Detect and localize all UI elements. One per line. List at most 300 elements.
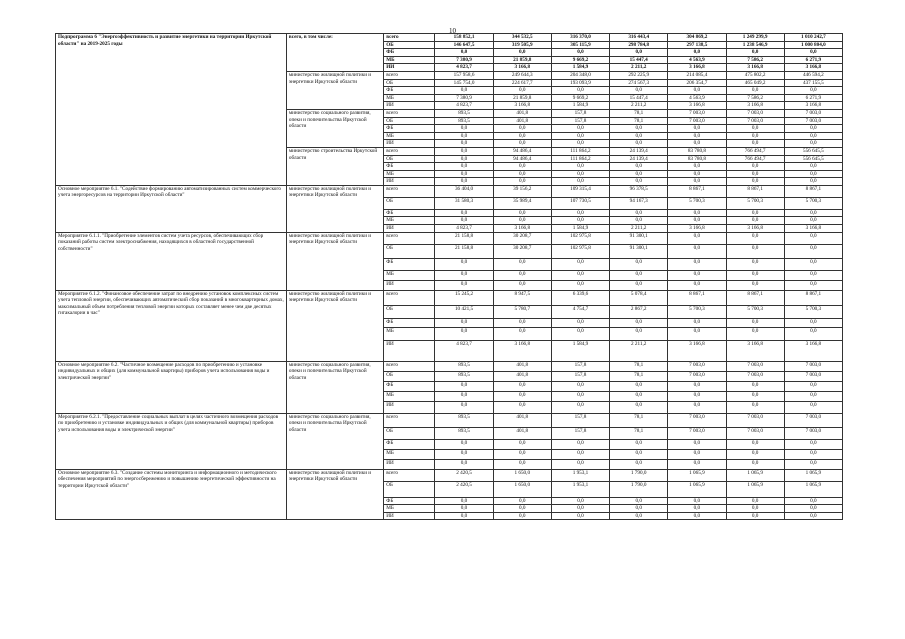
amount-cell: 401,8	[493, 109, 551, 117]
amount-cell: 1 010 242,7	[784, 34, 842, 42]
amount-cell: 157,8	[551, 361, 609, 371]
amount-cell: 8 867,1	[784, 290, 842, 305]
funding-source: МБ	[384, 217, 435, 225]
amount-cell: 0,0	[784, 140, 842, 148]
funding-source: ОБ	[384, 117, 435, 125]
amount-cell: 0,0	[784, 258, 842, 270]
amount-cell: 0,0	[610, 87, 668, 95]
funding-source: ИИ	[384, 140, 435, 148]
amount-cell: 0,0	[610, 391, 668, 401]
amount-cell: 94 486,4	[493, 147, 551, 155]
amount-cell: 8 867,1	[668, 290, 726, 305]
amount-cell: 83 780,8	[668, 147, 726, 155]
amount-cell: 0,0	[784, 232, 842, 244]
amount-cell: 0,0	[435, 49, 493, 57]
funding-source: МБ	[384, 327, 435, 340]
amount-cell: 0,0	[493, 258, 551, 270]
amount-cell: 0,0	[668, 140, 726, 148]
funding-source: всего	[384, 469, 435, 481]
amount-cell: 0,0	[726, 170, 784, 178]
amount-cell: 8 867,1	[668, 185, 726, 197]
funding-source: ИИ	[384, 401, 435, 413]
amount-cell: 3 166,8	[784, 340, 842, 361]
measure-title: Мероприятие 6.2.1. "Предоставление социальных выплат в целях частичного возмещения расходов по приобретению и установке индивидуальных и общих (для коммунальной квартиры) приборов учета использования воды и электрической энергии"	[56, 413, 287, 469]
amount-cell: 0,0	[610, 318, 668, 327]
funding-source: ОБ	[384, 371, 435, 381]
amount-cell: 0,0	[668, 280, 726, 290]
amount-cell: 0,0	[668, 505, 726, 513]
amount-cell: 0,0	[551, 391, 609, 401]
amount-cell: 7 003,0	[784, 371, 842, 381]
amount-cell: 8 947,5	[493, 290, 551, 305]
amount-cell: 0,0	[668, 439, 726, 449]
funding-source: МБ	[384, 132, 435, 140]
amount-cell: 6 339,6	[551, 290, 609, 305]
amount-cell: 1 065,9	[784, 469, 842, 481]
amount-cell: 0,0	[726, 209, 784, 217]
amount-cell: 9 669,2	[551, 56, 609, 64]
amount-cell: 157 958,6	[435, 71, 493, 79]
amount-cell: 193 093,9	[551, 79, 609, 87]
funding-source: ФБ	[384, 439, 435, 449]
amount-cell: 7 003,0	[726, 371, 784, 381]
table-row	[56, 290, 843, 305]
amount-cell: 7 003,0	[784, 109, 842, 117]
amount-cell: 0,0	[668, 449, 726, 459]
amount-cell: 0,0	[435, 217, 493, 225]
amount-cell: 3 166,8	[668, 102, 726, 110]
amount-cell: 7 380,9	[435, 56, 493, 64]
funding-source: ОБ	[384, 41, 435, 49]
funding-source: ФБ	[384, 381, 435, 391]
amount-cell: 157,8	[551, 413, 609, 427]
amount-cell: 30 208,7	[493, 244, 551, 258]
amount-cell: 0,0	[610, 258, 668, 270]
amount-cell: 0,0	[726, 232, 784, 244]
amount-cell: 292 225,9	[610, 71, 668, 79]
amount-cell: 0,0	[551, 497, 609, 505]
funding-source: ФБ	[384, 497, 435, 505]
amount-cell: 0,0	[493, 449, 551, 459]
amount-cell: 0,0	[784, 270, 842, 280]
amount-cell: 0,0	[551, 209, 609, 217]
responsible-executor: всего, в том числе:	[286, 34, 383, 72]
amount-cell: 446 594,2	[784, 71, 842, 79]
amount-cell: 0,0	[493, 280, 551, 290]
amount-cell: 0,0	[551, 505, 609, 513]
funding-source: ОБ	[384, 79, 435, 87]
funding-source: ИИ	[384, 178, 435, 186]
amount-cell: 7 003,0	[668, 361, 726, 371]
amount-cell: 274 567,3	[610, 79, 668, 87]
amount-cell: 0,0	[668, 125, 726, 133]
amount-cell: 0,0	[610, 132, 668, 140]
funding-source: ИИ	[384, 64, 435, 72]
funding-source: всего	[384, 185, 435, 197]
amount-cell: 0,0	[726, 459, 784, 469]
amount-cell: 0,0	[668, 244, 726, 258]
amount-cell: 1 584,9	[551, 340, 609, 361]
amount-cell: 1 584,9	[551, 225, 609, 233]
amount-cell: 24 139,4	[610, 147, 668, 155]
funding-source: ОБ	[384, 427, 435, 439]
responsible-executor: министерство жилищной политики и энергетики Иркутской области	[286, 185, 383, 232]
amount-cell: 1 065,9	[726, 469, 784, 481]
amount-cell: 0,0	[726, 439, 784, 449]
amount-cell: 0,0	[610, 505, 668, 513]
amount-cell: 0,0	[668, 497, 726, 505]
amount-cell: 1 065,9	[726, 481, 784, 497]
amount-cell: 1 953,1	[551, 469, 609, 481]
funding-source: всего	[384, 232, 435, 244]
funding-source: ОБ	[384, 197, 435, 209]
amount-cell: 0,0	[551, 401, 609, 413]
amount-cell: 157,8	[551, 109, 609, 117]
page-number: 10	[449, 27, 456, 35]
amount-cell: 893,5	[435, 427, 493, 439]
amount-cell: 0,0	[668, 178, 726, 186]
amount-cell: 204 348,0	[551, 71, 609, 79]
amount-cell: 78,1	[610, 371, 668, 381]
amount-cell: 0,0	[493, 391, 551, 401]
amount-cell: 7 003,0	[784, 117, 842, 125]
amount-cell: 0,0	[435, 209, 493, 217]
amount-cell: 319 505,9	[493, 41, 551, 49]
funding-source: МБ	[384, 270, 435, 280]
amount-cell: 465 049,2	[726, 79, 784, 87]
amount-cell: 5 700,3	[668, 305, 726, 318]
amount-cell: 0,0	[551, 318, 609, 327]
funding-source: ФБ	[384, 125, 435, 133]
amount-cell: 0,0	[551, 327, 609, 340]
amount-cell: 7 003,0	[784, 427, 842, 439]
amount-cell: 15 447,4	[610, 56, 668, 64]
funding-source: ФБ	[384, 163, 435, 171]
amount-cell: 0,0	[668, 232, 726, 244]
amount-cell: 0,0	[668, 170, 726, 178]
amount-cell: 0,0	[610, 270, 668, 280]
amount-cell: 21 158,8	[435, 232, 493, 244]
responsible-executor: министерство жилищной политики и энергетики Иркутской области	[286, 290, 383, 361]
amount-cell: 0,0	[610, 209, 668, 217]
amount-cell: 157,8	[551, 117, 609, 125]
amount-cell: 0,0	[610, 459, 668, 469]
amount-cell: 0,0	[610, 381, 668, 391]
amount-cell: 0,0	[551, 258, 609, 270]
amount-cell: 0,0	[551, 178, 609, 186]
funding-source: всего	[384, 109, 435, 117]
amount-cell: 893,5	[435, 361, 493, 371]
amount-cell: 401,8	[493, 413, 551, 427]
funding-table	[55, 33, 843, 520]
amount-cell: 94 167,3	[610, 197, 668, 209]
amount-cell: 0,0	[784, 132, 842, 140]
funding-source: ФБ	[384, 209, 435, 217]
amount-cell: 1 000 804,0	[784, 41, 842, 49]
amount-cell: 7 003,0	[726, 109, 784, 117]
amount-cell: 0,0	[493, 87, 551, 95]
amount-cell: 158 852,1	[435, 34, 493, 42]
amount-cell: 0,0	[784, 280, 842, 290]
amount-cell: 401,8	[493, 371, 551, 381]
amount-cell: 5 700,3	[668, 197, 726, 209]
funding-source: ИИ	[384, 102, 435, 110]
amount-cell: 0,0	[493, 209, 551, 217]
amount-cell: 21 158,8	[435, 244, 493, 258]
amount-cell: 401,8	[493, 361, 551, 371]
amount-cell: 0,0	[668, 318, 726, 327]
amount-cell: 30 208,7	[493, 232, 551, 244]
amount-cell: 3 166,8	[668, 64, 726, 72]
amount-cell: 9 669,2	[551, 94, 609, 102]
amount-cell: 0,0	[435, 87, 493, 95]
amount-cell: 0,0	[551, 459, 609, 469]
table-row	[56, 185, 843, 197]
amount-cell: 344 532,5	[493, 34, 551, 42]
amount-cell: 6 271,9	[784, 94, 842, 102]
amount-cell: 3 166,8	[668, 225, 726, 233]
amount-cell: 3 166,8	[784, 64, 842, 72]
amount-cell: 0,0	[551, 280, 609, 290]
amount-cell: 1 238 546,9	[726, 41, 784, 49]
amount-cell: 1 790,0	[610, 469, 668, 481]
amount-cell: 0,0	[610, 217, 668, 225]
amount-cell: 0,0	[610, 140, 668, 148]
funding-source: МБ	[384, 505, 435, 513]
amount-cell: 0,0	[784, 381, 842, 391]
funding-source: МБ	[384, 449, 435, 459]
amount-cell: 766 494,7	[726, 155, 784, 163]
amount-cell: 0,0	[551, 270, 609, 280]
amount-cell: 96 378,5	[610, 185, 668, 197]
amount-cell: 7 003,0	[726, 361, 784, 371]
funding-source: всего	[384, 361, 435, 371]
amount-cell: 78,1	[610, 109, 668, 117]
amount-cell: 35 989,4	[493, 197, 551, 209]
funding-source: всего	[384, 147, 435, 155]
measure-title: Мероприятие 6.1.1. "Приобретение элементов систем учета ресурсов, обеспечивающих сбор показаний работы систем электроснабжения, находящихся в областной государственной собственности"	[56, 232, 287, 290]
funding-source: всего	[384, 34, 435, 42]
amount-cell: 0,0	[610, 497, 668, 505]
responsible-executor: министерство социального развития, опеки и попечительства Иркутской области	[286, 109, 383, 147]
amount-cell: 0,0	[784, 49, 842, 57]
amount-cell: 0,0	[435, 391, 493, 401]
amount-cell: 0,0	[610, 449, 668, 459]
amount-cell: 0,0	[726, 163, 784, 171]
amount-cell: 0,0	[726, 327, 784, 340]
funding-source: МБ	[384, 391, 435, 401]
responsible-executor: министерство жилищной политики и энергетики Иркутской области	[286, 232, 383, 290]
table-row	[56, 361, 843, 371]
amount-cell: 10 421,5	[435, 305, 493, 318]
amount-cell: 0,0	[435, 439, 493, 449]
amount-cell: 0,0	[784, 318, 842, 327]
funding-source: ИИ	[384, 340, 435, 361]
amount-cell: 0,0	[551, 512, 609, 520]
amount-cell: 0,0	[726, 49, 784, 57]
amount-cell: 7 003,0	[726, 427, 784, 439]
amount-cell: 0,0	[435, 155, 493, 163]
amount-cell: 766 494,7	[726, 147, 784, 155]
amount-cell: 8 867,1	[726, 290, 784, 305]
amount-cell: 0,0	[493, 439, 551, 449]
amount-cell: 0,0	[493, 318, 551, 327]
amount-cell: 0,0	[784, 439, 842, 449]
amount-cell: 0,0	[493, 217, 551, 225]
amount-cell: 1 584,9	[551, 102, 609, 110]
amount-cell: 0,0	[784, 209, 842, 217]
amount-cell: 0,0	[493, 163, 551, 171]
amount-cell: 4 754,7	[551, 305, 609, 318]
amount-cell: 7 003,0	[726, 117, 784, 125]
amount-cell: 0,0	[784, 125, 842, 133]
amount-cell: 1 650,0	[493, 469, 551, 481]
funding-source: МБ	[384, 94, 435, 102]
amount-cell: 2 211,2	[610, 340, 668, 361]
amount-cell: 0,0	[668, 401, 726, 413]
amount-cell: 3 166,8	[493, 64, 551, 72]
amount-cell: 1 584,9	[551, 64, 609, 72]
amount-cell: 0,0	[493, 132, 551, 140]
amount-cell: 0,0	[784, 327, 842, 340]
amount-cell: 0,0	[784, 244, 842, 258]
amount-cell: 4 563,9	[668, 56, 726, 64]
amount-cell: 0,0	[493, 459, 551, 469]
amount-cell: 0,0	[435, 381, 493, 391]
amount-cell: 0,0	[784, 170, 842, 178]
amount-cell: 0,0	[784, 163, 842, 171]
amount-cell: 7 003,0	[784, 361, 842, 371]
funding-source: ИИ	[384, 225, 435, 233]
amount-cell: 1 065,9	[668, 469, 726, 481]
amount-cell: 5 078,4	[610, 290, 668, 305]
amount-cell: 31 580,3	[435, 197, 493, 209]
amount-cell: 78,1	[610, 361, 668, 371]
funding-source: ОБ	[384, 481, 435, 497]
amount-cell: 0,0	[726, 217, 784, 225]
amount-cell: 21 859,8	[493, 94, 551, 102]
funding-source: ИИ	[384, 512, 435, 520]
amount-cell: 0,0	[435, 178, 493, 186]
amount-cell: 316 443,4	[610, 34, 668, 42]
amount-cell: 0,0	[493, 49, 551, 57]
amount-cell: 0,0	[435, 270, 493, 280]
amount-cell: 0,0	[493, 170, 551, 178]
table-row	[56, 413, 843, 427]
amount-cell: 475 802,2	[726, 71, 784, 79]
amount-cell: 0,0	[493, 178, 551, 186]
amount-cell: 83 780,8	[668, 155, 726, 163]
amount-cell: 0,0	[726, 87, 784, 95]
amount-cell: 0,0	[726, 258, 784, 270]
measure-title: Основное мероприятие 6.3. "Создание системы мониторинга и информационного и методического обеспечения мероприятий по энергосбережению и повышению энергетической эффективности на территории Иркутской области"	[56, 469, 287, 520]
amount-cell: 2 867,2	[610, 305, 668, 318]
amount-cell: 0,0	[551, 87, 609, 95]
amount-cell: 0,0	[784, 497, 842, 505]
amount-cell: 3 166,8	[726, 340, 784, 361]
amount-cell: 0,0	[551, 125, 609, 133]
amount-cell: 0,0	[784, 459, 842, 469]
amount-cell: 0,0	[435, 318, 493, 327]
amount-cell: 5 700,3	[784, 305, 842, 318]
amount-cell: 111 864,2	[551, 155, 609, 163]
amount-cell: 0,0	[435, 449, 493, 459]
amount-cell: 437 155,5	[784, 79, 842, 87]
responsible-executor: министерство социального развития, опеки и попечительства Иркутской области	[286, 361, 383, 413]
amount-cell: 0,0	[668, 209, 726, 217]
table-row	[56, 469, 843, 481]
amount-cell: 0,0	[726, 125, 784, 133]
amount-cell: 1 790,0	[610, 481, 668, 497]
amount-cell: 2 420,5	[435, 481, 493, 497]
amount-cell: 7 003,0	[668, 427, 726, 439]
amount-cell: 304 869,2	[668, 34, 726, 42]
amount-cell: 214 085,4	[668, 71, 726, 79]
amount-cell: 0,0	[435, 327, 493, 340]
amount-cell: 0,0	[668, 49, 726, 57]
funding-source: ФБ	[384, 258, 435, 270]
amount-cell: 0,0	[726, 318, 784, 327]
amount-cell: 0,0	[610, 439, 668, 449]
amount-cell: 0,0	[435, 505, 493, 513]
amount-cell: 94 486,4	[493, 155, 551, 163]
responsible-executor: министерство жилищной политики и энергетики Иркутской области	[286, 469, 383, 520]
amount-cell: 0,0	[726, 505, 784, 513]
amount-cell: 0,0	[726, 497, 784, 505]
funding-source: ИИ	[384, 280, 435, 290]
amount-cell: 0,0	[726, 270, 784, 280]
amount-cell: 3 166,8	[493, 225, 551, 233]
amount-cell: 145 754,0	[435, 79, 493, 87]
amount-cell: 3 166,8	[726, 64, 784, 72]
measure-title: Мероприятие 6.1.2. "Финансовое обеспечение затрат по внедрению установок комплексных систем учета тепловой энергии, обеспечивающих автоматический сбор показаний в многоквартирных домах, максимальный объем потребления тепловой энергии которых составляет менее чем две десятых гигакалории в час"	[56, 290, 287, 361]
amount-cell: 24 139,4	[610, 155, 668, 163]
amount-cell: 91 300,1	[610, 232, 668, 244]
amount-cell: 0,0	[610, 170, 668, 178]
table-row	[56, 34, 843, 42]
amount-cell: 0,0	[668, 132, 726, 140]
amount-cell: 36 404,0	[435, 185, 493, 197]
amount-cell: 1 249 299,9	[726, 34, 784, 42]
amount-cell: 249 644,3	[493, 71, 551, 79]
amount-cell: 0,0	[784, 87, 842, 95]
amount-cell: 0,0	[726, 449, 784, 459]
amount-cell: 0,0	[435, 497, 493, 505]
responsible-executor: министерство жилищной политики и энергетики Иркутской области	[286, 71, 383, 109]
amount-cell: 4 823,7	[435, 102, 493, 110]
amount-cell: 0,0	[551, 439, 609, 449]
amount-cell: 0,0	[784, 401, 842, 413]
amount-cell: 1 065,9	[668, 481, 726, 497]
amount-cell: 21 859,8	[493, 56, 551, 64]
amount-cell: 0,0	[551, 163, 609, 171]
amount-cell: 8 867,1	[784, 185, 842, 197]
amount-cell: 2 420,5	[435, 469, 493, 481]
funding-source: ИИ	[384, 459, 435, 469]
amount-cell: 157,8	[551, 427, 609, 439]
amount-cell: 0,0	[551, 49, 609, 57]
amount-cell: 107 730,5	[551, 197, 609, 209]
amount-cell: 0,0	[668, 163, 726, 171]
amount-cell: 2 211,2	[610, 102, 668, 110]
funding-source: ОБ	[384, 244, 435, 258]
amount-cell: 3 166,8	[784, 102, 842, 110]
amount-cell: 0,0	[784, 505, 842, 513]
amount-cell: 3 166,8	[493, 340, 551, 361]
amount-cell: 102 975,8	[551, 232, 609, 244]
amount-cell: 0,0	[435, 147, 493, 155]
amount-cell: 5 700,3	[726, 197, 784, 209]
